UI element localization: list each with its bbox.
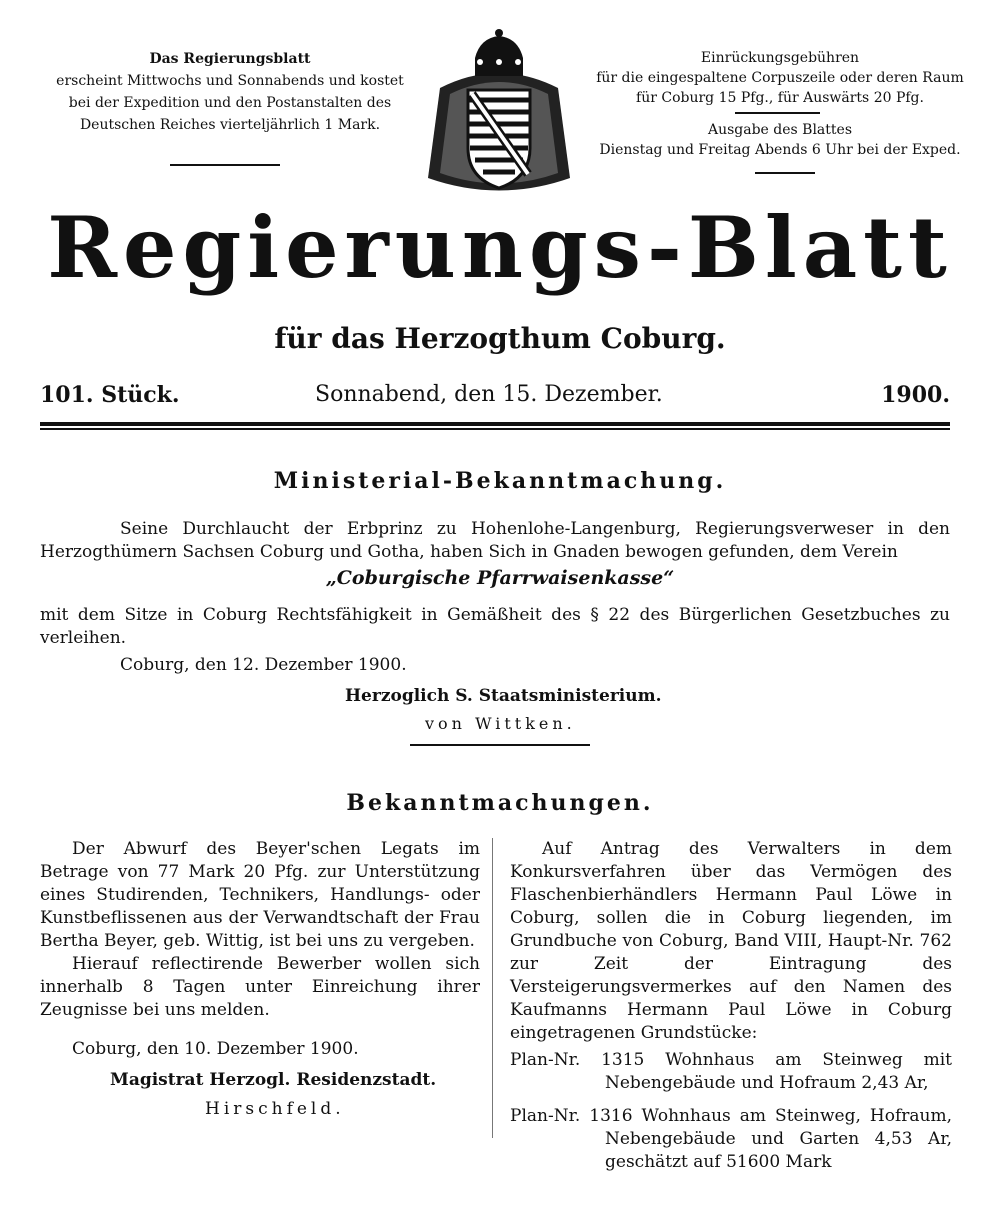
fees-line-2: für Coburg 15 Pfg., für Auswärts 20 Pfg. xyxy=(636,90,924,106)
announcements-heading: Bekanntmachungen. xyxy=(346,790,654,816)
issue-line xyxy=(40,382,950,418)
subscription-line-2: erscheint Mittwochs und Sonnabends und kostet xyxy=(56,73,404,89)
association-name: „Coburgische Pfarrwaisenkasse“ xyxy=(325,567,675,589)
issue-date: Sonnabend, den 15. Dezember. xyxy=(315,382,663,407)
header-divider xyxy=(40,422,950,426)
announcement-left-column xyxy=(40,838,480,1121)
masthead-subtitle: für das Herzogthum Coburg. xyxy=(274,322,726,355)
ministerial-place-date: Coburg, den 12. Dezember 1900. xyxy=(120,655,407,675)
legacy-application-text: Hierauf reflectirende Bewerber wollen sich innerhalb 8 Tagen unter Einreichung ihrer Zeugnisse bei uns melden. xyxy=(40,954,480,1020)
issue-number: 101. Stück. xyxy=(40,382,180,408)
masthead-title: Regierungs-Blatt xyxy=(47,198,953,297)
ministerial-text-2: mit dem Sitze in Coburg Rechtsfähigkeit in Gemäßheit des § 22 des Bürgerlichen Gesetzbuches zu verleihen. xyxy=(40,605,950,648)
ministerial-heading: Ministerial-Bekanntmachung. xyxy=(273,468,727,494)
section-divider xyxy=(410,744,590,746)
subscription-info xyxy=(30,48,430,136)
divider xyxy=(170,164,280,166)
advertising-info xyxy=(580,48,980,160)
legacy-place-date: Coburg, den 10. Dezember 1900. xyxy=(72,1039,359,1059)
ministerial-text-1: Seine Durchlaucht der Erbprinz zu Hohenlohe-Langenburg, Regierungsverweser in den Herzogthümern Sachsen Coburg und Gotha, haben Sich in Gnaden bewogen gefunden, dem Verein xyxy=(40,519,950,562)
plan-item-1315: Plan-Nr. 1315 Wohnhaus am Steinweg mit Nebengebäude und Hofraum 2,43 Ar, xyxy=(510,1050,952,1093)
issue-schedule-heading: Ausgabe des Blattes xyxy=(707,122,853,138)
fees-heading: Einrückungsgebühren xyxy=(700,50,860,66)
coat-of-arms-emblem xyxy=(420,28,578,203)
plan-item-1316: Plan-Nr. 1316 Wohnhaus am Steinweg, Hofraum, Nebengebäude und Garten 4,53 Ar, geschätzt auf 51600 Mark xyxy=(510,1106,952,1172)
subscription-line-3: bei der Expedition und den Postanstalten des xyxy=(68,95,392,111)
ministerial-authority: Herzoglich S. Staatsministerium. xyxy=(345,686,662,706)
ministerial-signature: von Wittken. xyxy=(425,714,576,733)
issue-year: 1900. xyxy=(881,382,950,408)
divider xyxy=(755,172,815,174)
subscription-line-1: Das Regierungsblatt xyxy=(149,51,311,67)
legacy-authority: Magistrat Herzogl. Residenzstadt. xyxy=(110,1070,437,1090)
auction-notice-text: Auf Antrag des Verwalters in dem Konkursverfahren über das Vermögen des Flaschenbierhändlers Hermann Paul Löwe in Coburg, sollen die in Coburg liegenden, im Grundbuche von Coburg, Band VIII, Haupt-Nr. 762 zur Zeit der Eintragung des Versteigerungsvermerkes auf den Namen des Kaufmanns Hermann Paul Löwe in Coburg eingetragenen Grundstücke: xyxy=(510,839,952,1043)
header-divider xyxy=(40,428,950,430)
issue-schedule-line: Dienstag und Freitag Abends 6 Uhr bei der Exped. xyxy=(599,142,961,158)
subscription-line-4: Deutschen Reiches vierteljährlich 1 Mark. xyxy=(79,117,381,133)
announcement-right-column xyxy=(510,838,952,1174)
legacy-notice-text: Der Abwurf des Beyer'schen Legats im Betrage von 77 Mark 20 Pfg. zur Unterstützung eines Studirenden, Technikers, Handlungs- oder Kunstbeflissenen aus der Verwandtschaft der Frau Bertha Beyer, geb. Wittig, ist bei uns zu vergeben. xyxy=(40,839,480,951)
divider xyxy=(735,112,820,114)
fees-line-1: für die eingespaltene Corpuszeile oder deren Raum xyxy=(596,70,964,86)
legacy-signature: Hirschfeld. xyxy=(205,1099,345,1119)
column-divider xyxy=(492,838,493,1138)
